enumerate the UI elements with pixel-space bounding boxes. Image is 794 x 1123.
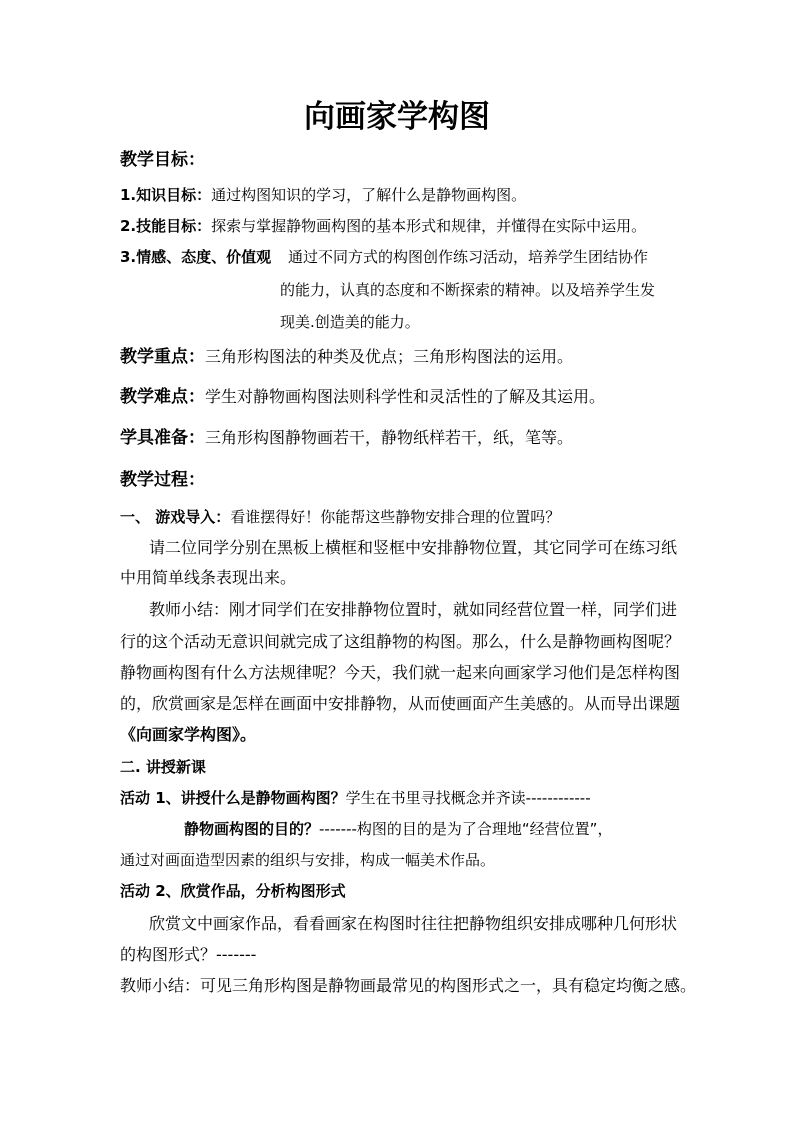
paragraph-line: 欣赏文中画家作品，看看画家在构图时往往把静物组织安排成哪种几何形状 (149, 914, 678, 933)
materials (120, 428, 573, 448)
paragraph-line: 的构图形式？------- (120, 945, 257, 964)
activity-1 (120, 789, 591, 807)
purpose-line (184, 820, 612, 838)
materials-text: 三角形构图静物画若干，静物纸样若干，纸，笔等。 (205, 428, 574, 447)
difficulty (120, 387, 605, 407)
paragraph-line: 行的这个活动无意识间就完成了这组静物的构图。那么，什么是静物画构图呢？ (120, 632, 681, 651)
purpose-label: 静物画构图的目的？ (184, 820, 320, 838)
key-point (120, 347, 573, 367)
purpose-text: -------构图的目的是为了合理地“经营位置”， (319, 820, 613, 838)
lesson-title-ref: 《向画家学构图》。 (120, 725, 257, 744)
goal-knowledge (120, 186, 526, 204)
key-point-label: 教学重点： (120, 347, 205, 367)
activity-1-label: 活动 1、讲授什么是静物画构图？ (120, 789, 346, 807)
goal-attitude (120, 248, 649, 266)
paragraph-line: 静物画构图有什么方法规律呢？今天，我们就一起来向画家学习他们是怎样构图 (120, 663, 681, 682)
goal-skill (120, 217, 646, 235)
paragraph-line: 教师小结：可见三角形构图是静物画最常见的构图形式之一，具有稳定均衡之感。 (120, 976, 697, 995)
goal-text: 探索与掌握静物画构图的基本形式和规律，并懂得在实际中运用。 (211, 217, 647, 235)
section-1-text: 看谁摆得好！你能帮这些静物安排合理的位置吗？ (230, 508, 561, 526)
difficulty-text: 学生对静物画构图法则科学性和灵活性的了解及其运用。 (205, 387, 606, 406)
section-1-label: 一、 游戏导入： (120, 508, 231, 526)
goal-text-line: 现美.创造美的能力。 (280, 313, 420, 331)
goal-text-line: 的能力，认真的态度和不断探索的精神。以及培养学生发 (280, 281, 656, 299)
section-1 (120, 508, 560, 526)
activity-1-text: 学生在书里寻找概念并齐读------------ (345, 789, 591, 807)
goal-label: 1.知识目标： (120, 186, 212, 204)
page-title: 向画家学构图 (304, 99, 490, 135)
goal-text-line: 通过不同方式的构图创作练习活动，培养学生团结协作 (288, 248, 649, 266)
key-point-text: 三角形构图法的种类及优点；三角形构图法的运用。 (205, 347, 574, 366)
paragraph-line: 请二位同学分别在黑板上横框和竖框中安排静物位置，其它同学可在练习纸 (149, 538, 678, 557)
materials-label: 学具准备： (120, 428, 205, 448)
goals-heading: 教学目标： (120, 150, 205, 170)
goal-text: 通过构图知识的学习，了解什么是静物画构图。 (211, 186, 527, 204)
goal-label: 2.技能目标： (120, 217, 212, 235)
section-2-heading: 二. 讲授新课 (120, 758, 206, 776)
paragraph-line: 中用简单线条表现出来。 (120, 568, 297, 587)
difficulty-label: 教学难点： (120, 387, 205, 407)
paragraph-line: 通过对画面造型因素的组织与安排，构成一幅美术作品。 (120, 851, 496, 869)
process-heading: 教学过程： (120, 470, 205, 490)
activity-2-heading: 活动 2、欣赏作品，分析构图形式 (120, 882, 346, 900)
paragraph-line: 的，欣赏画家是怎样在画面中安排静物，从而使画面产生美感的。从而导出课题 (120, 694, 681, 713)
paragraph-line: 教师小结：刚才同学们在安排静物位置时，就如同经营位置一样，同学们进 (149, 600, 678, 619)
goal-label: 3.情感、态度、价值观 (120, 248, 272, 266)
